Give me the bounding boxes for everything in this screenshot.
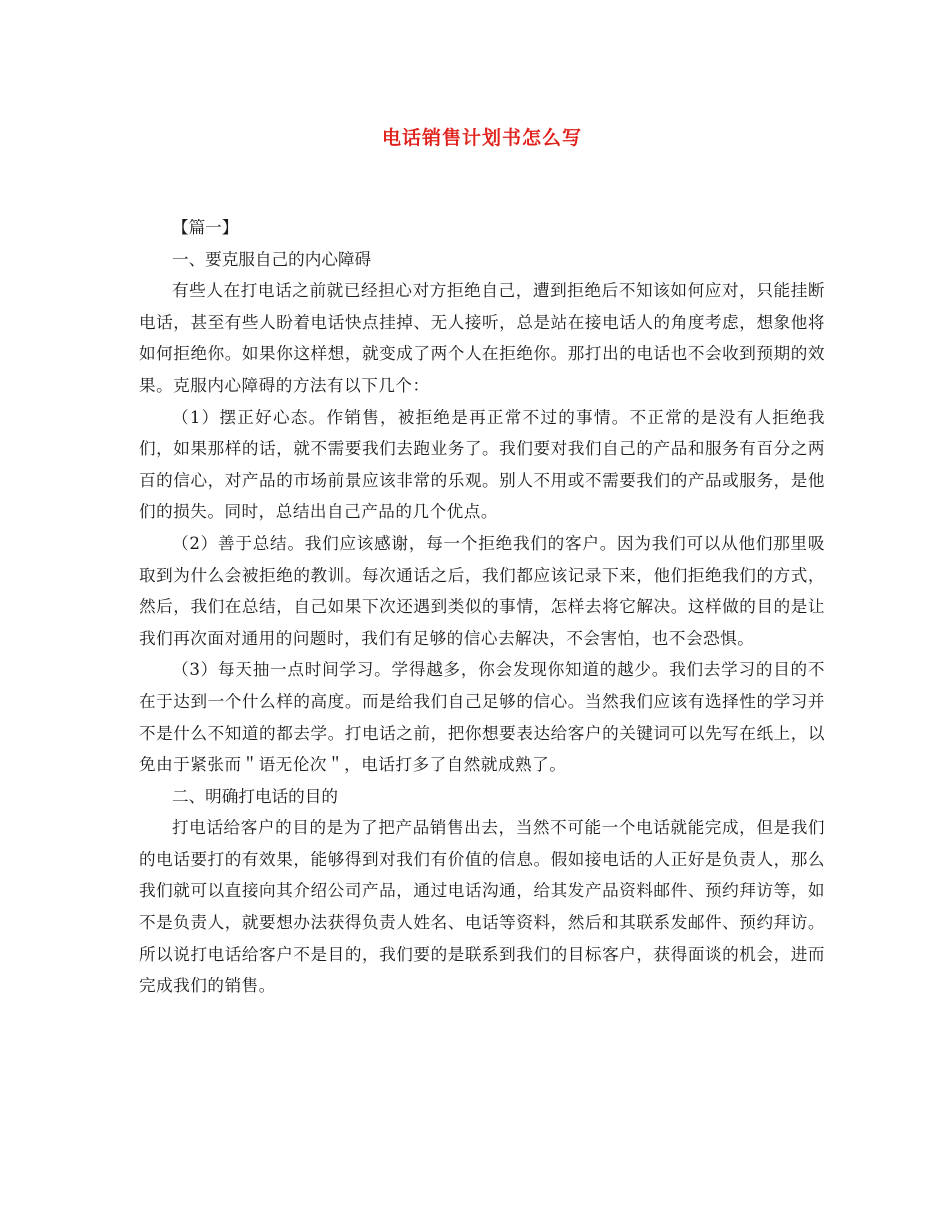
paragraph-5: 打电话给客户的目的是为了把产品销售出去，当然不可能一个电话就能完成，但是我们的电话要打的有效果，能够得到对我们有价值的信息。假如接电话的人正好是负责人，那么我们就可以直接向其介绍公司产品，通过电话沟通，给其发产品资料邮件、预约拜访等，如不是负责人，就要想办法获得负责人姓名、电话等资料，然后和其联系发邮件、预约拜访。所以说打电话给客户不是目的，我们要的是联系到我们的目标客户，获得面谈的机会，进而完成我们的销售。 [139,818,825,996]
paragraph-3: （2）善于总结。我们应该感谢，每一个拒绝我们的客户。因为我们可以从他们那里吸取到为什么会被拒绝的教训。每次通话之后，我们都应该记录下来，他们拒绝我们的方式，然后，我们在总结，自己如果下次还遇到类似的事情，怎样去将它解决。这样做的目的是让我们再次面对通用的问题时，我们有足够的信心去解决，不会害怕，也不会恐惧。 [139,533,825,648]
section-tag: 【篇一】 [172,218,239,237]
section-heading-2: 二、明确打电话的目的 [172,786,338,806]
document-title: 电话销售计划书怎么写 [381,127,582,149]
paragraph-1: 有些人在打电话之前就已经担心对方拒绝自己，遭到拒绝后不知该如何应对，只能挂断电话，甚至有些人盼着电话快点挂掉、无人接听，总是站在接电话人的角度考虑，想象他将如何拒绝你。如果你这样想，就变成了两个人在拒绝你。那打出的电话也不会收到预期的效果。克服内心障碍的方法有以下几个： [139,281,825,395]
paragraph-4: （3）每天抽一点时间学习。学得越多，你会发现你知道的越少。我们去学习的目的不在于达到一个什么样的高度。而是给我们自己足够的信心。当然我们应该有选择性的学习并不是什么不知道的都去学。打电话之前，把你想要表达给客户的关键词可以先写在纸上，以免由于紧张而＂语无伦次＂，电话打多了自然就成熟了。 [139,660,825,775]
paragraph-2: （1）摆正好心态。作销售，被拒绝是再正常不过的事情。不正常的是没有人拒绝我们，如果那样的话，就不需要我们去跑业务了。我们要对我们自己的产品和服务有百分之两百的信心，对产品的市场前景应该非常的乐观。别人不用或不需要我们的产品或服务，是他们的损失。同时，总结出自己产品的几个优点。 [139,407,825,522]
document-page [139,118,825,1002]
section-heading-1: 一、要克服自己的内心障碍 [172,249,372,269]
